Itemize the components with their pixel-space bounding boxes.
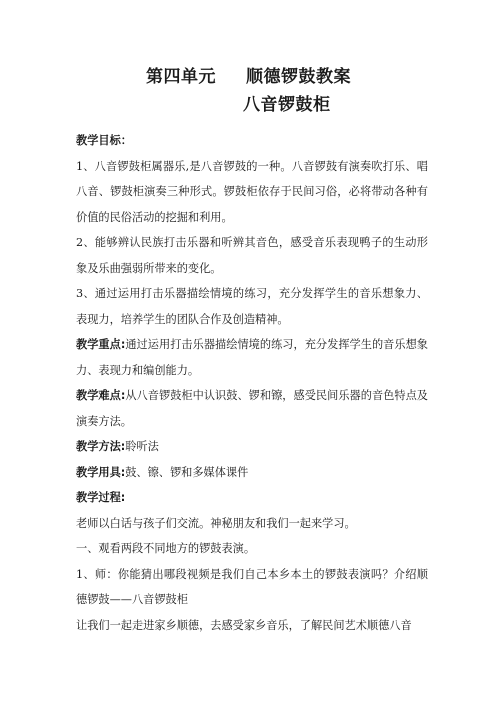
process-paragraph-1: 老师以白话与孩子们交流。神秘朋友和我们一起来学习。 (76, 516, 356, 530)
page-subtitle: 八音锣鼓柜 (243, 95, 331, 115)
document-body (76, 128, 428, 638)
key-points-heading: 教学重点: (76, 338, 126, 351)
teaching-tools (76, 460, 428, 486)
difficulties-text: 从八音锣鼓柜中认识鼓、锣和镲，感受民间乐器的音色特点及演奏方法。 (76, 389, 428, 428)
goal-item-2: 2、能够辨认民族打击乐器和听辨其音色，感受音乐表现鸭子的生动形象及乐曲强弱所带来的变化。 (76, 236, 428, 275)
unit-label: 第四单元 (146, 67, 216, 87)
teaching-tools-text: 鼓、镲、锣和多媒体课件 (125, 465, 249, 479)
process-paragraph-3: 1、师：你能猜出哪段视频是我们自己本乡本土的锣鼓表演吗？介绍顺德锣鼓——八音锣鼓柜 (76, 567, 428, 606)
teaching-method-text: 聆听法 (125, 440, 159, 453)
teaching-method (76, 434, 428, 460)
goal-item-3: 3、通过运用打击乐器描绘情境的练习，充分发挥学生的音乐想象力、表现力，培养学生的团队合作及创造精神。 (76, 287, 428, 326)
key-points (76, 332, 428, 383)
goals-heading: 教学目标： (76, 134, 132, 147)
page-title (146, 62, 351, 87)
teaching-method-heading: 教学方法: (76, 440, 126, 453)
process-paragraph-2: 一、观看两段不同地方的锣鼓表演。 (76, 542, 256, 555)
difficulties-heading: 教学难点: (76, 389, 126, 402)
teaching-tools-heading: 教学用具: (76, 465, 126, 479)
process-paragraph-4: 让我们一起走进家乡顺德，去感受家乡音乐，了解民间艺术顺德八音 (76, 618, 412, 632)
process-heading: 教学过程: (76, 491, 126, 504)
difficulties (76, 383, 428, 434)
course-title: 顺德锣鼓教案 (246, 67, 351, 87)
key-points-text: 通过运用打击乐器描绘情境的练习，充分发挥学生的音乐想象力、表现力和编创能力。 (76, 338, 428, 377)
goal-item-1: 1、八音锣鼓柜属器乐,是八音锣鼓的一种。八音锣鼓有演奏吹打乐、唱八音、锣鼓柜演奏三种形式。锣鼓柜依存于民间习俗，必将带动各种有价值的民俗活动的挖掘和利用。 (76, 159, 428, 224)
